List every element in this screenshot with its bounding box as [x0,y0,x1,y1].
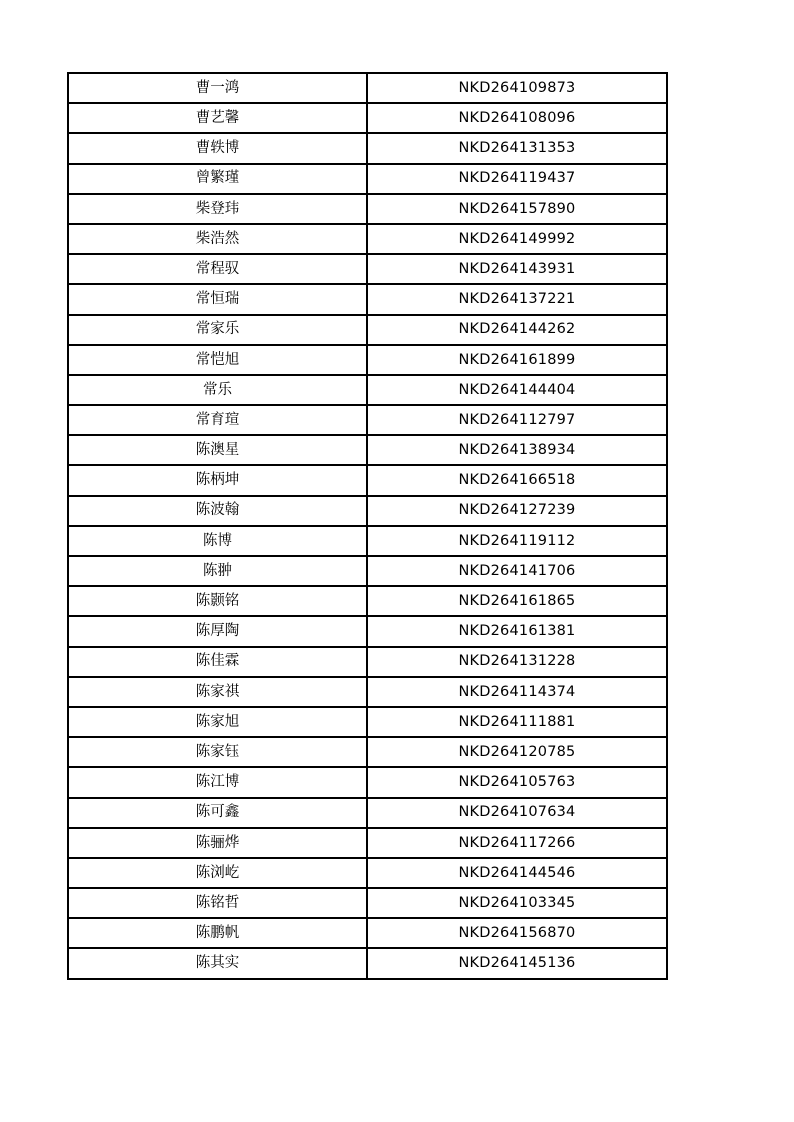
student-name-cell: 陈厚陶 [68,616,367,646]
table-row [68,254,667,284]
table-row [68,496,667,526]
student-name-cell: 陈波翰 [68,496,367,526]
table-row [68,345,667,375]
student-id-cell: NKD264141706 [367,556,667,586]
student-name-cell: 陈颢铭 [68,586,367,616]
student-id-cell: NKD264157890 [367,194,667,224]
student-name-cell: 常育瑄 [68,405,367,435]
student-name-cell: 柴登玮 [68,194,367,224]
student-name-cell: 陈可鑫 [68,798,367,828]
table-row [68,315,667,345]
table-row [68,677,667,707]
student-name-cell: 陈鹏帆 [68,918,367,948]
student-id-cell: NKD264161865 [367,586,667,616]
student-id-cell: NKD264105763 [367,767,667,797]
student-name-cell: 陈柄坤 [68,465,367,495]
student-id-cell: NKD264114374 [367,677,667,707]
student-id-cell: NKD264131228 [367,647,667,677]
table-row [68,194,667,224]
table-row [68,948,667,978]
student-id-cell: NKD264117266 [367,828,667,858]
table-row [68,73,667,103]
student-id-cell: NKD264138934 [367,435,667,465]
table-row [68,556,667,586]
student-name-cell: 柴浩然 [68,224,367,254]
student-id-cell: NKD264161381 [367,616,667,646]
student-id-cell: NKD264145136 [367,948,667,978]
student-id-cell: NKD264131353 [367,133,667,163]
student-name-cell: 常家乐 [68,315,367,345]
student-name-cell: 陈江博 [68,767,367,797]
student-name-cell: 陈浏屹 [68,858,367,888]
student-id-cell: NKD264112797 [367,405,667,435]
student-id-cell: NKD264144262 [367,315,667,345]
table-row [68,707,667,737]
table-row [68,526,667,556]
student-id-cell: NKD264119112 [367,526,667,556]
student-id-cell: NKD264103345 [367,888,667,918]
table-row [68,103,667,133]
table-row [68,616,667,646]
table-row [68,375,667,405]
table-row [68,798,667,828]
table-row [68,224,667,254]
table-row [68,405,667,435]
student-id-cell: NKD264108096 [367,103,667,133]
student-name-cell: 陈其实 [68,948,367,978]
student-id-cell: NKD264143931 [367,254,667,284]
student-id-cell: NKD264149992 [367,224,667,254]
student-name-cell: 常恒瑞 [68,284,367,314]
table-row [68,858,667,888]
table-row [68,465,667,495]
table-row [68,133,667,163]
table-row [68,435,667,465]
student-name-cell: 曹一鸿 [68,73,367,103]
table-row [68,888,667,918]
table-row [68,647,667,677]
roster-table [67,72,668,980]
table-row [68,586,667,616]
student-name-cell: 陈家祺 [68,677,367,707]
table-row [68,737,667,767]
table-row [68,284,667,314]
student-id-cell: NKD264127239 [367,496,667,526]
table-row [68,918,667,948]
table-row [68,828,667,858]
student-name-cell: 曾繁瑾 [68,164,367,194]
student-id-cell: NKD264109873 [367,73,667,103]
student-name-cell: 陈博 [68,526,367,556]
student-id-cell: NKD264119437 [367,164,667,194]
student-id-cell: NKD264111881 [367,707,667,737]
student-name-cell: 陈澳星 [68,435,367,465]
student-id-cell: NKD264107634 [367,798,667,828]
student-id-cell: NKD264120785 [367,737,667,767]
table-row [68,767,667,797]
student-name-cell: 陈骊烨 [68,828,367,858]
student-name-cell: 曹轶博 [68,133,367,163]
student-name-cell: 陈铭哲 [68,888,367,918]
student-name-cell: 陈家旭 [68,707,367,737]
student-name-cell: 常程驭 [68,254,367,284]
student-name-cell: 常乐 [68,375,367,405]
student-id-cell: NKD264161899 [367,345,667,375]
student-id-cell: NKD264166518 [367,465,667,495]
student-id-cell: NKD264144546 [367,858,667,888]
table-row [68,164,667,194]
student-name-cell: 曹艺馨 [68,103,367,133]
student-name-cell: 陈家钰 [68,737,367,767]
roster-body [68,73,667,979]
student-name-cell: 陈佳霖 [68,647,367,677]
student-id-cell: NKD264144404 [367,375,667,405]
student-id-cell: NKD264137221 [367,284,667,314]
student-name-cell: 常恺旭 [68,345,367,375]
student-name-cell: 陈翀 [68,556,367,586]
student-id-cell: NKD264156870 [367,918,667,948]
